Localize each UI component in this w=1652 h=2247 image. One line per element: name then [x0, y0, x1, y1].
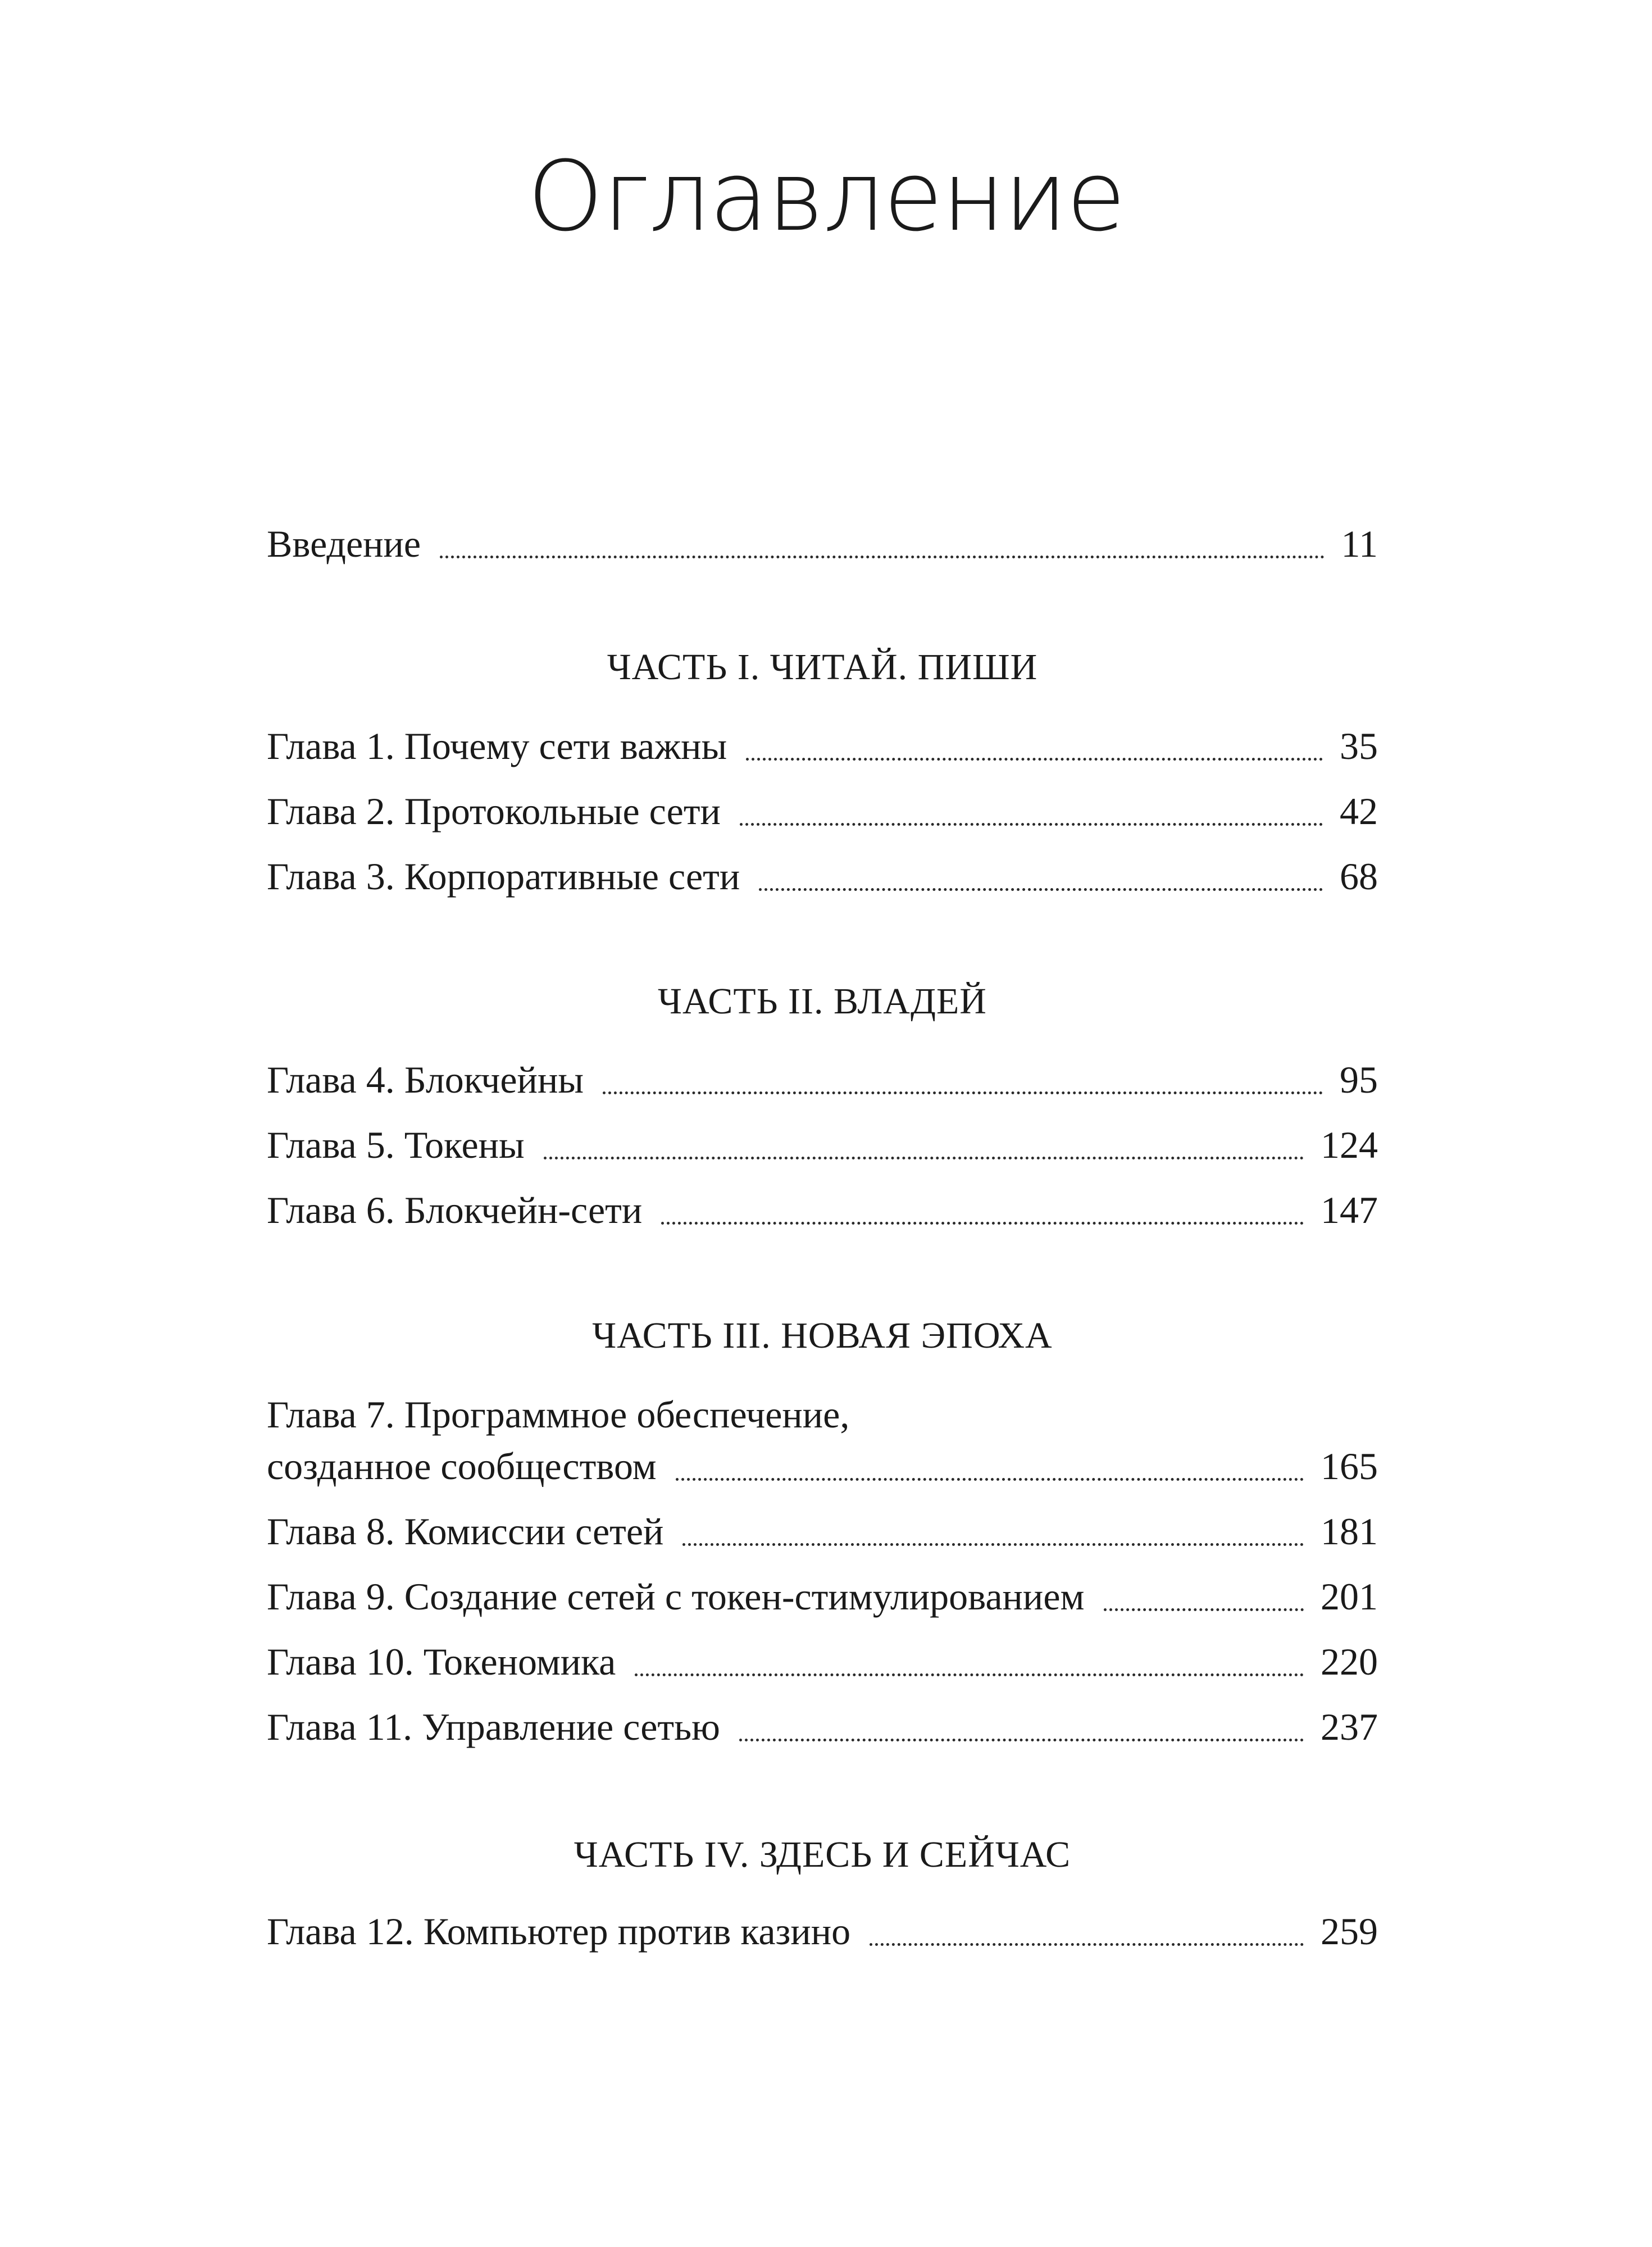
toc-entry-chapter-11[interactable] — [267, 1700, 1378, 1754]
toc-entry-label: Глава 9. Создание сетей с токен-стимулированием — [267, 1575, 1085, 1618]
toc-entry-label: Глава 11. Управление сетью — [267, 1705, 720, 1748]
dot-leader — [739, 1739, 1304, 1741]
toc-page-number: 68 — [1340, 855, 1378, 898]
toc-entry-label: Глава 10. Токеномика — [267, 1640, 616, 1683]
dot-leader — [635, 1673, 1304, 1676]
toc-entry-chapter-10[interactable] — [267, 1635, 1378, 1689]
toc-entry-label: Глава 3. Корпоративные сети — [267, 855, 740, 898]
toc-page-number: 165 — [1321, 1445, 1378, 1488]
toc-entry-label: Глава 2. Протокольные сети — [267, 790, 721, 833]
toc-entry-chapter-9[interactable] — [267, 1570, 1378, 1623]
toc-page-number: 95 — [1340, 1058, 1378, 1101]
dot-leader — [682, 1543, 1304, 1546]
toc-page-number: 220 — [1321, 1640, 1378, 1683]
toc-page-number: 201 — [1321, 1575, 1378, 1618]
toc-entry-chapter-1[interactable] — [267, 719, 1378, 773]
dot-leader — [870, 1943, 1304, 1946]
toc-entry-chapter-3[interactable] — [267, 849, 1378, 903]
toc-page-number: 259 — [1321, 1910, 1378, 1953]
dot-leader — [440, 556, 1324, 558]
toc-page-number: 147 — [1321, 1189, 1378, 1231]
dot-leader — [661, 1222, 1304, 1225]
toc-entry-intro[interactable] — [267, 517, 1378, 571]
dot-leader — [603, 1091, 1323, 1094]
toc-page-number: 35 — [1340, 725, 1378, 767]
toc-entry-chapter-4[interactable] — [267, 1053, 1378, 1107]
toc-page-number: 11 — [1341, 522, 1378, 565]
dot-leader — [1104, 1608, 1304, 1611]
dot-leader — [759, 888, 1323, 891]
toc-entry-chapter-8[interactable] — [267, 1504, 1378, 1558]
toc-entry-label: Глава 5. Токены — [267, 1124, 525, 1166]
table-of-contents — [267, 0, 1390, 2247]
toc-entry-label: Глава 6. Блокчейн-сети — [267, 1189, 643, 1231]
toc-entry-chapter-6[interactable] — [267, 1183, 1378, 1237]
toc-entry-chapter-7[interactable] — [267, 1439, 1378, 1493]
toc-page-number: 181 — [1321, 1510, 1378, 1553]
part-heading: ЧАСТЬ III. НОВАЯ ЭПОХА — [592, 1315, 1053, 1356]
toc-entry-label: Глава 4. Блокчейны — [267, 1058, 584, 1101]
toc-page-number: 42 — [1340, 790, 1378, 833]
toc-entry-label: созданное сообществом — [267, 1445, 657, 1488]
toc-page-number: 124 — [1321, 1124, 1378, 1166]
dot-leader — [544, 1157, 1304, 1159]
part-heading: ЧАСТЬ IV. ЗДЕСЬ И СЕЙЧАС — [574, 1834, 1071, 1875]
toc-entry-label: Глава 12. Компьютер против казино — [267, 1910, 851, 1953]
toc-entry-label: Глава 8. Комиссии сетей — [267, 1510, 664, 1553]
dot-leader — [676, 1478, 1304, 1481]
part-heading: ЧАСТЬ I. ЧИТАЙ. ПИШИ — [607, 647, 1038, 688]
dot-leader — [746, 758, 1323, 761]
part-heading: ЧАСТЬ II. ВЛАДЕЙ — [658, 981, 987, 1022]
toc-entry-chapter-7-line1[interactable]: Глава 7. Программное обеспечение, — [267, 1393, 850, 1436]
toc-entry-label: Введение — [267, 522, 421, 565]
toc-entry-label: Глава 1. Почему сети важны — [267, 725, 727, 767]
dot-leader — [740, 823, 1323, 826]
page-title: Оглавление — [527, 140, 1125, 253]
toc-page-number: 237 — [1321, 1705, 1378, 1748]
toc-entry-chapter-12[interactable] — [267, 1904, 1378, 1958]
toc-entry-chapter-5[interactable] — [267, 1118, 1378, 1172]
toc-entry-chapter-2[interactable] — [267, 784, 1378, 838]
